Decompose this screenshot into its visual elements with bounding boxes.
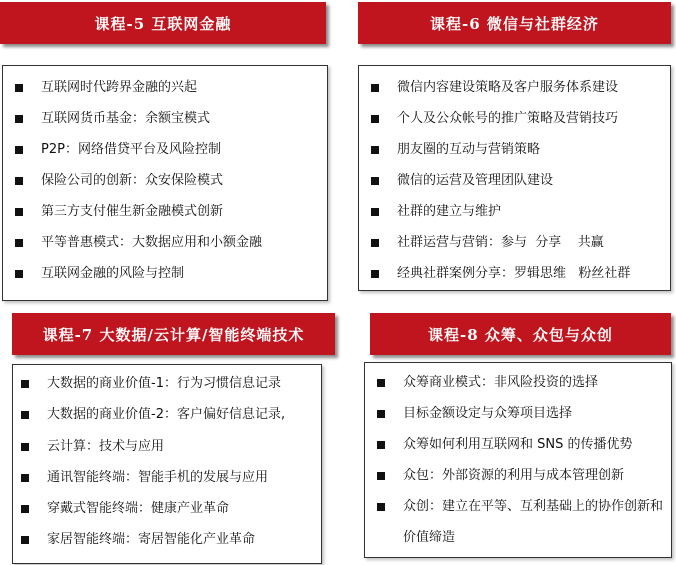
bullet-icon bbox=[21, 380, 29, 388]
course-6-title: 课程-6 微信与社群经济 bbox=[430, 14, 599, 33]
course-8-box bbox=[364, 362, 672, 558]
bullet-icon bbox=[15, 146, 23, 154]
bullet-icon bbox=[371, 84, 379, 92]
list-item: 众筹如何利用互联网和 SNS 的传播优势 bbox=[365, 437, 671, 453]
bullet-icon bbox=[21, 443, 29, 451]
bullet-icon bbox=[377, 472, 385, 480]
list-item: 穿戴式智能终端：健康产业革命 bbox=[13, 501, 321, 517]
course-5-box bbox=[2, 65, 328, 301]
course-8-title: 课程-8 众筹、众包与众创 bbox=[428, 325, 613, 344]
bullet-icon bbox=[371, 115, 379, 123]
bullet-icon bbox=[377, 503, 385, 511]
list-item: 平等普惠模式：大数据应用和小额金融 bbox=[3, 235, 327, 251]
list-item: 通讯智能终端：智能手机的发展与应用 bbox=[13, 470, 321, 486]
course-7-header bbox=[12, 313, 335, 355]
list-item: 保险公司的创新：众安保险模式 bbox=[3, 173, 327, 189]
list-item: 经典社群案例分享：罗辑思维 粉丝社群 bbox=[359, 266, 670, 282]
list-item: 互联网金融的风险与控制 bbox=[3, 266, 327, 282]
bullet-icon bbox=[21, 505, 29, 513]
list-item: 朋友圈的互动与营销策略 bbox=[359, 142, 670, 158]
course-7-box bbox=[12, 364, 322, 564]
list-item: 大数据的商业价值-1：行为习惯信息记录 bbox=[13, 376, 321, 392]
bullet-icon bbox=[15, 239, 23, 247]
list-item: 目标金额设定与众筹项目选择 bbox=[365, 406, 671, 422]
bullet-icon bbox=[377, 410, 385, 418]
list-item: 个人及公众帐号的推广策略及营销技巧 bbox=[359, 111, 670, 127]
list-item: 互联网时代跨界金融的兴起 bbox=[3, 80, 327, 96]
bullet-icon bbox=[377, 441, 385, 449]
list-item: 社群的建立与维护 bbox=[359, 204, 670, 220]
list-item: 微信的运营及管理团队建设 bbox=[359, 173, 670, 189]
list-item: 第三方支付催生新金融模式创新 bbox=[3, 204, 327, 220]
bullet-icon bbox=[15, 115, 23, 123]
bullet-icon bbox=[21, 536, 29, 544]
bullet-icon bbox=[15, 84, 23, 92]
bullet-icon bbox=[21, 474, 29, 482]
course-5-title: 课程-5 互联网金融 bbox=[94, 14, 232, 33]
bullet-icon bbox=[15, 208, 23, 216]
bullet-icon bbox=[371, 208, 379, 216]
course-6-box bbox=[358, 65, 671, 291]
bullet-icon bbox=[371, 239, 379, 247]
list-item: 家居智能终端：寄居智能化产业革命 bbox=[13, 532, 321, 548]
course-6-header bbox=[358, 2, 671, 44]
bullet-icon bbox=[21, 411, 29, 419]
list-item: 众包：外部资源的利用与成本管理创新 bbox=[365, 468, 671, 484]
bullet-icon bbox=[377, 379, 385, 387]
course-8-header bbox=[370, 313, 671, 355]
list-item: 微信内容建设策略及客户服务体系建设 bbox=[359, 80, 670, 96]
bullet-icon bbox=[15, 270, 23, 278]
list-item: 互联网货币基金：余额宝模式 bbox=[3, 111, 327, 127]
list-item: P2P：网络借贷平台及风险控制 bbox=[3, 142, 327, 158]
list-item: 众筹商业模式：非风险投资的选择 bbox=[365, 375, 671, 391]
list-item: 大数据的商业价值-2：客户偏好信息记录, bbox=[13, 407, 321, 423]
list-item: 社群运营与营销：参与 分享 共赢 bbox=[359, 235, 670, 251]
bullet-icon bbox=[371, 146, 379, 154]
course-7-title: 课程-7 大数据/云计算/智能终端技术 bbox=[42, 325, 305, 344]
bullet-icon bbox=[15, 177, 23, 185]
course-5-header bbox=[0, 2, 326, 44]
bullet-icon bbox=[371, 270, 379, 278]
bullet-icon bbox=[371, 177, 379, 185]
list-item: 众创：建立在平等、互利基础上的协作创新和价值缔造 bbox=[365, 491, 671, 553]
list-item: 云计算：技术与应用 bbox=[13, 439, 321, 455]
